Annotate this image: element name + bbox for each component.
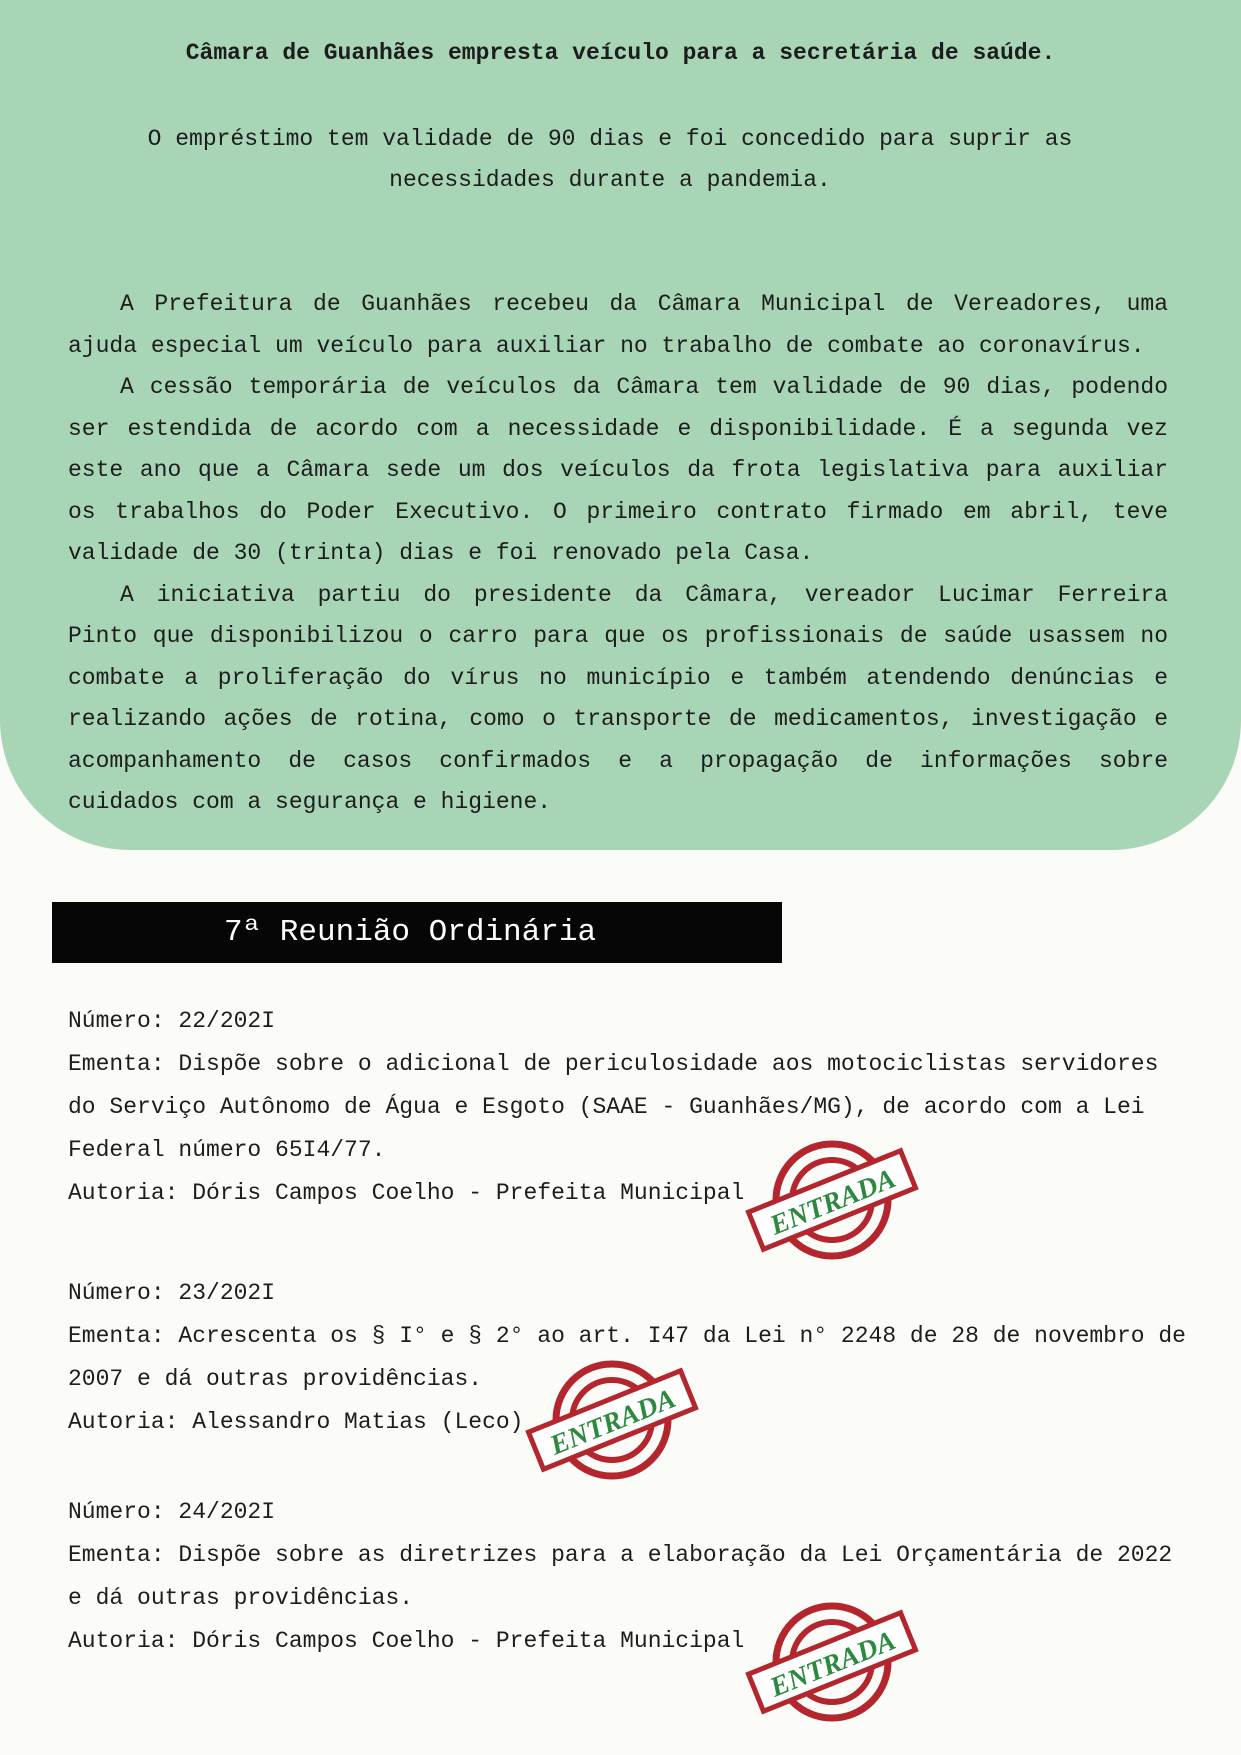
article-paragraph: A iniciativa partiu do presidente da Câmara, vereador Lucimar Ferreira Pinto que disponibilizou o carro para que os profissionais de saúde usassem no combate a proliferação do vírus no município e também atendendo denúncias e realizando ações de rotina, como o transporte de medicamentos, investigação e acompanhamento de casos confirmados e a propagação de informações sobre cuidados com a segurança e higiene. [68, 581, 1168, 815]
entrada-stamp [740, 1130, 920, 1270]
svg-text:ENTRADA: ENTRADA [765, 1163, 901, 1242]
article-headline: Câmara de Guanhães empresta veículo para a secretária de saúde. [185, 40, 1056, 66]
section-title-bar [52, 902, 782, 963]
bill-number: Número: 22/202I [68, 1008, 276, 1034]
bill-author: Autoria: Dóris Campos Coelho - Prefeita Municipal [68, 1628, 745, 1654]
bill-number: Número: 23/202I [68, 1280, 276, 1306]
bill-number: Número: 24/202I [68, 1499, 276, 1525]
entrada-stamp [740, 1592, 920, 1732]
bill-author: Autoria: Alessandro Matias (Leco) [68, 1409, 524, 1435]
section-title: 7ª Reunião Ordinária [224, 915, 597, 950]
bill-summary: Ementa: Dispõe sobre as diretrizes para a elaboração da Lei Orçamentária de 2022 e dá outras providências. [68, 1542, 1173, 1611]
svg-text:ENTRADA: ENTRADA [545, 1383, 681, 1462]
bill-item [68, 1000, 1188, 1215]
article-paragraph: A Prefeitura de Guanhães recebeu da Câmara Municipal de Vereadores, uma ajuda especial um veículo para auxiliar no trabalho de combate ao coronavírus. [68, 291, 1168, 359]
svg-text:ENTRADA: ENTRADA [765, 1625, 901, 1704]
bill-summary: Ementa: Acrescenta os § I° e § 2° ao art. I47 da Lei n° 2248 de 28 de novembro de 2007 e dá outras providências. [68, 1323, 1186, 1392]
bill-author: Autoria: Dóris Campos Coelho - Prefeita Municipal [68, 1180, 745, 1206]
article-paragraph: A cessão temporária de veículos da Câmara tem validade de 90 dias, podendo ser estendida de acordo com a necessidade e disponibilidade. É a segunda vez este ano que a Câmara sede um dos veículos da frota legislativa para auxiliar os trabalhos do Poder Executivo. O primeiro contrato firmado em abril, teve validade de 30 (trinta) dias e foi renovado pela Casa. [68, 374, 1168, 566]
article-subhead: O empréstimo tem validade de 90 dias e foi concedido para suprir as necessidades durante a pandemia. [147, 126, 1073, 193]
bill-summary: Ementa: Dispõe sobre o adicional de periculosidade aos motociclistas servidores do Serviço Autônomo de Água e Esgoto (SAAE - Guanhães/MG), de acordo com a Lei Federal número 65I4/77. [68, 1051, 1159, 1163]
bill-item [68, 1491, 1188, 1663]
entrada-stamp [520, 1350, 700, 1490]
article-body [68, 284, 1168, 824]
